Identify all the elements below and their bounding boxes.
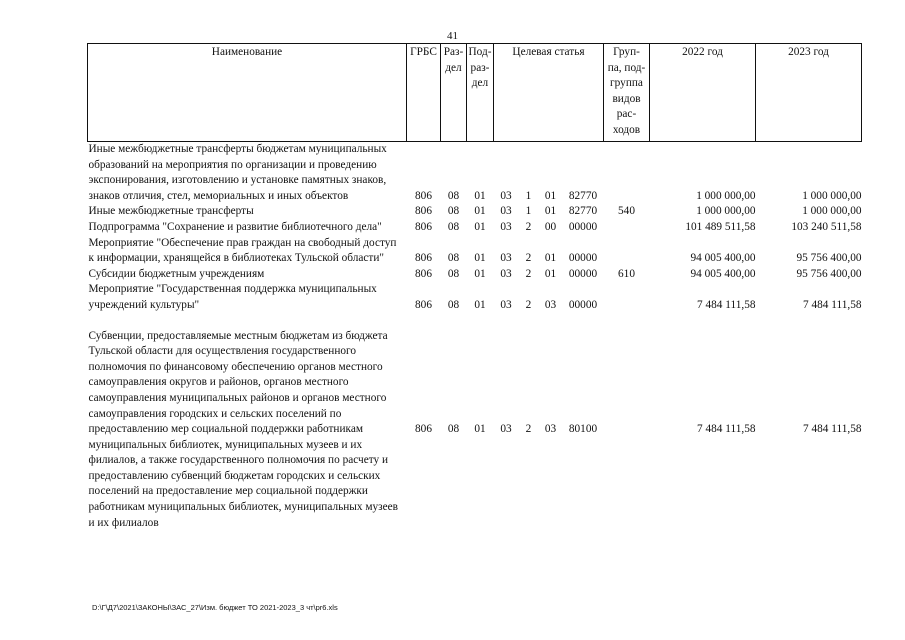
table-row [88, 220, 862, 236]
row-razdel: 08 [447, 252, 460, 265]
footer-file-path: D:\Г\Д7\2021\ЗАКОНЫ\ЗАС_27\Изм. бюджет ТО 2021-2023_3 чт\pr6.xls [92, 603, 338, 612]
budget-table [87, 43, 862, 531]
row-amount-2023: 7 484 111,58 [803, 423, 862, 436]
header-group: Груп- па, под- группа видов рас- ходов [604, 44, 650, 142]
row-podrazdel: 01 [474, 267, 486, 280]
row-amount-2022: 101 489 511,58 [685, 220, 756, 233]
row-target-subprogram: 2 [525, 220, 532, 233]
row-target-code: 00000 [568, 298, 598, 311]
row-amount-2023: 103 240 511,58 [791, 220, 862, 233]
row-amount-2023: 95 756 400,00 [796, 267, 862, 280]
row-group [604, 220, 650, 236]
table-row [88, 282, 862, 313]
row-amount-2023: 95 756 400,00 [796, 252, 862, 265]
row-target-program: 03 [500, 205, 512, 218]
row-amount-2022: 7 484 111,58 [697, 298, 756, 311]
row-name: Мероприятие "Обеспечение прав граждан на свободный доступ к информации, хранящейся в библиотеках Тульской области" [88, 236, 397, 265]
table-row [88, 142, 862, 205]
row-grbs: 806 [415, 423, 432, 436]
row-group [604, 329, 650, 532]
table-body [88, 142, 862, 532]
row-grbs: 806 [415, 267, 432, 280]
row-amount-2022: 94 005 400,00 [690, 252, 756, 265]
row-grbs: 806 [415, 298, 432, 311]
row-group [604, 236, 650, 267]
row-target-program: 03 [500, 252, 512, 265]
row-target-code: 82770 [568, 189, 598, 202]
row-target-subprogram: 1 [525, 205, 532, 218]
row-amount-2022: 1 000 000,00 [696, 205, 756, 218]
row-spacer [88, 314, 862, 329]
row-amount-2022: 7 484 111,58 [697, 423, 756, 436]
row-target-subprogram: 1 [525, 189, 532, 202]
header-2022: 2022 год [650, 44, 756, 142]
row-target-event: 01 [544, 252, 557, 265]
row-target-program: 03 [500, 189, 512, 202]
table-row [88, 204, 862, 220]
row-target-program: 03 [500, 298, 512, 311]
row-group [604, 282, 650, 313]
row-podrazdel: 01 [474, 205, 486, 218]
row-target-subprogram: 2 [525, 267, 532, 280]
row-name: Субвенции, предоставляемые местным бюджетам из бюджета Тульской области для осуществления государственного полномочия по финансовому обеспечению органов местного самоуправления округов и районов, органов местного самоуправления муниципальных районов и органов местного самоуправления городских и сельских поселений по предоставлению мер социальной поддержки работникам муниципальных библиотек, муниципальных музеев и их филиалов, а также государственного полномочия по расчету и предоставлению субвенций бюджетам городских и сельских поселений на предоставление мер социальной поддержки работникам муниципальных библиотек, муниципальных музеев и их филиалов [88, 329, 398, 529]
row-name: Подпрограмма "Сохранение и развитие библиотечного дела" [88, 220, 382, 233]
row-razdel: 08 [447, 423, 460, 436]
row-razdel: 08 [447, 298, 460, 311]
page-number: 41 [447, 30, 458, 42]
header-grbs: ГРБС [407, 44, 441, 142]
row-group: 610 [618, 267, 635, 280]
row-target-code: 00000 [568, 252, 598, 265]
header-2023: 2023 год [756, 44, 862, 142]
row-target-subprogram: 2 [525, 298, 532, 311]
row-target-event: 01 [544, 205, 557, 218]
row-target-subprogram: 2 [525, 252, 532, 265]
row-target-code: 00000 [568, 220, 598, 233]
row-podrazdel: 01 [474, 220, 486, 233]
row-podrazdel: 01 [474, 423, 486, 436]
row-target-event: 03 [544, 298, 557, 311]
row-target-code: 82770 [568, 205, 598, 218]
row-name: Субсидии бюджетным учреждениям [88, 267, 265, 280]
row-razdel: 08 [447, 220, 460, 233]
header-razdel: Раз- дел [441, 44, 467, 142]
table-header [88, 44, 862, 142]
row-podrazdel: 01 [474, 189, 486, 202]
table-row [88, 329, 862, 532]
row-razdel: 08 [447, 267, 460, 280]
row-name: Иные межбюджетные трансферты [88, 205, 254, 218]
row-name: Мероприятие "Государственная поддержка муниципальных учреждений культуры" [88, 283, 377, 311]
table-row [88, 236, 862, 267]
row-target-event: 00 [544, 220, 557, 233]
row-target-event: 03 [544, 423, 557, 436]
row-target-code: 00000 [568, 267, 598, 280]
row-podrazdel: 01 [474, 252, 486, 265]
row-target-program: 03 [500, 267, 512, 280]
header-target-item: Целевая статья [494, 44, 604, 142]
row-target-event: 01 [544, 189, 557, 202]
row-grbs: 806 [415, 252, 432, 265]
header-podrazdel: Под- раз- дел [467, 44, 494, 142]
row-amount-2023: 1 000 000,00 [802, 189, 862, 202]
row-target-subprogram: 2 [525, 423, 532, 436]
row-target-code: 80100 [568, 423, 598, 436]
row-podrazdel: 01 [474, 298, 486, 311]
row-amount-2022: 1 000 000,00 [696, 189, 756, 202]
row-grbs: 806 [415, 220, 432, 233]
row-razdel: 08 [447, 189, 460, 202]
table-row [88, 267, 862, 283]
header-name: Наименование [88, 44, 407, 142]
row-target-event: 01 [544, 267, 557, 280]
row-target-program: 03 [500, 220, 512, 233]
row-group [604, 142, 650, 205]
row-razdel: 08 [447, 205, 460, 218]
row-grbs: 806 [415, 205, 432, 218]
row-group: 540 [618, 205, 635, 218]
row-target-program: 03 [500, 423, 512, 436]
row-grbs: 806 [415, 189, 432, 202]
row-amount-2023: 1 000 000,00 [802, 205, 862, 218]
row-name: Иные межбюджетные трансферты бюджетам муниципальных образований на мероприятия по организации и проведению экспонирования, изготовлению и установке памятных знаков, знаков отличия, стел, мемориальных и иных объектов [88, 143, 387, 202]
row-amount-2022: 94 005 400,00 [690, 267, 756, 280]
row-amount-2023: 7 484 111,58 [803, 298, 862, 311]
